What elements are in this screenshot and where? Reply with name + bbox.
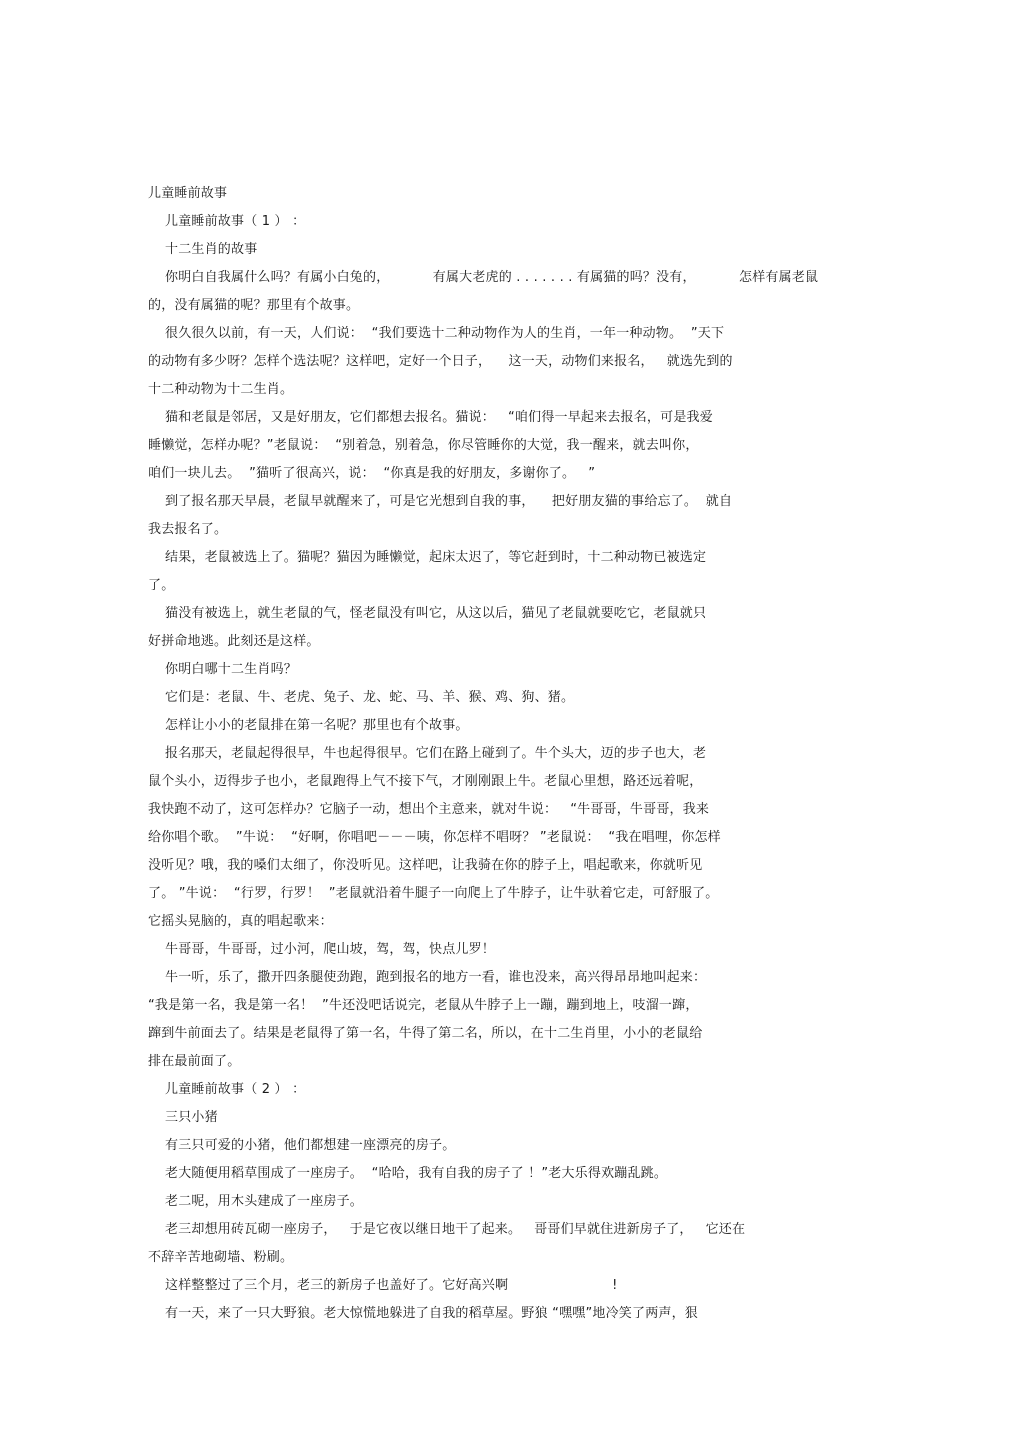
section-heading: 儿童睡前故事（ 2 ） ： [165,1082,306,1097]
text-line: 好拼命地逃。此刻还是这样。 [148,634,320,649]
text-line: 了。 [148,578,175,593]
text-line: 蹿到牛前面去了。结果是老鼠得了第一名，牛得了第二名，所以，在十二生肖里，小小的老鼠给 [148,1026,703,1041]
text-line: 给你唱个歌。 ”牛说： “好啊，你唱吧－－－咦，你怎样不唱呀？ ”老鼠说： “我在唱哩，你怎样 [148,830,721,845]
text-line: 你明白哪十二生肖吗？ [165,662,298,677]
text-line: 老二呢，用木头建成了一座房子。 [165,1194,364,1209]
text-line: 老大随便用稻草围成了一座房子。 “哈哈，我有自我的房子了 ！”老大乐得欢蹦乱跳。 [165,1166,668,1181]
text-line: 我去报名了。 [148,522,228,537]
text-line: 这样整整过了三个月，老三的新房子也盖好了。它好高兴啊 ! [165,1278,618,1293]
text-line: 怎样让小小的老鼠排在第一名呢？那里也有个故事。 [165,718,469,733]
text-line: 有三只可爱的小猪，他们都想建一座漂亮的房子。 [165,1138,456,1153]
text-line: 到了报名那天早晨，老鼠早就醒来了，可是它光想到自我的事， 把好朋友猫的事给忘了。 就自 [165,494,733,509]
text-line: 咱们一块儿去。 ”猫听了很高兴，说： “你真是我的好朋友，多谢你了。 ” [148,466,596,481]
story-title: 三只小猪 [165,1110,218,1125]
text-line: 报名那天，老鼠起得很早，牛也起得很早。它们在路上碰到了。牛个头大，迈的步子也大，老 [165,746,707,761]
document-title: 儿童睡前故事 [148,186,228,201]
text-line: 鼠个头小，迈得步子也小，老鼠跑得上气不接下气，才刚刚跟上牛。老鼠心里想，路还远着呢， [148,774,703,789]
text-line: 它摇头晃脑的，真的唱起歌来： [148,914,333,929]
text-line: 它们是：老鼠、牛、老虎、兔子、龙、蛇、马、羊、猴、鸡、狗、猪。 [165,690,575,705]
text-line: 很久很久以前，有一天，人们说： “我们要选十二种动物作为人的生肖，一年一种动物。 ”天下 [165,326,725,341]
text-line: 的，没有属猫的呢？那里有个故事。 [148,298,360,313]
text-line: 牛哥哥，牛哥哥，过小河，爬山坡，驾，驾，快点儿罗！ [165,942,496,957]
section-heading: 儿童睡前故事（ 1 ） ： [165,214,306,229]
text-line: 不辞辛苦地砌墙、粉刷。 [148,1250,294,1265]
text-line: 的动物有多少呀？怎样个选法呢？这样吧，定好一个日子， 这一天，动物们来报名， 就选先到的 [148,354,733,369]
text-line: 猫和老鼠是邻居，又是好朋友，它们都想去报名。猫说： “咱们得一早起来去报名，可是我爱 [165,410,713,425]
text-line: 有一天，来了一只大野狼。老大惊慌地躲进了自我的稻草屋。野狼 “嘿嘿”地冷笑了两声，狠 [165,1306,699,1321]
text-line: 了。 ”牛说： “行罗，行罗！ ”老鼠就沿着牛腿子一向爬上了牛脖子，让牛驮着它走，可舒服了。 [148,886,719,901]
story-title: 十二生肖的故事 [165,242,258,257]
text-line: 结果，老鼠被选上了。猫呢？猫因为睡懒觉，起床太迟了，等它赶到时，十二种动物已被选定 [165,550,707,565]
text-line: 没听见？哦，我的嗓们太细了，你没听见。这样吧，让我骑在你的脖子上，唱起歌来，你就听见 [148,858,703,873]
text-line: 猫没有被选上，就生老鼠的气，怪老鼠没有叫它，从这以后，猫见了老鼠就要吃它，老鼠就只 [165,606,707,621]
text-line: 你明白自我属什么吗？有属小白兔的， 有属大老虎的 . . . . . . . 有属猫的吗？没有， 怎样有属老鼠 [165,270,819,285]
text-line: 牛一听，乐了，撒开四条腿使劲跑，跑到报名的地方一看，谁也没来，高兴得昂昂地叫起来： [165,970,707,985]
text-line: 十二种动物为十二生肖。 [148,382,294,397]
text-line: “我是第一名，我是第一名！ ”牛还没吧话说完，老鼠从牛脖子上一蹦，蹦到地上，吱溜一蹿， [148,998,699,1013]
text-line: 排在最前面了。 [148,1054,241,1069]
text-line: 老三却想用砖瓦砌一座房子， 于是它夜以继日地干了起来。 哥哥们早就住进新房子了， 它还在 [165,1222,746,1237]
text-line: 睡懒觉，怎样办呢？”老鼠说： “别着急，别着急，你尽管睡你的大觉，我一醒来，就去叫你， [148,438,699,453]
text-line: 我快跑不动了，这可怎样办？它脑子一动，想出个主意来，就对牛说： “牛哥哥，牛哥哥，我来 [148,802,710,817]
